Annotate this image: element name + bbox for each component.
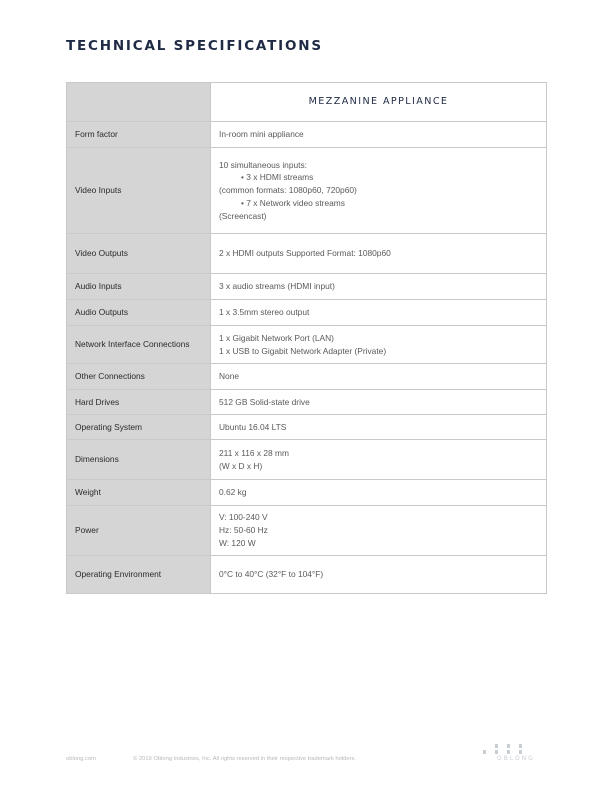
- spec-value: [211, 234, 547, 274]
- spec-value-line: Ubuntu 16.04 LTS: [219, 421, 287, 432]
- spec-value-line: In-room mini appliance: [219, 129, 304, 140]
- header-blank-cell: [67, 83, 211, 122]
- spec-label: Network Interface Connections: [67, 326, 211, 364]
- spec-label: Other Connections: [67, 364, 211, 390]
- table-row: [67, 440, 547, 480]
- table-row: [67, 415, 547, 440]
- spec-value-line: V: 100-240 V: [219, 512, 268, 523]
- spec-value-line: 1 x USB to Gigabit Network Adapter (Private): [219, 345, 387, 356]
- spec-value-line: W: 120 W: [219, 537, 256, 548]
- spec-value: [211, 556, 547, 594]
- spec-value: [211, 122, 547, 148]
- spec-value: [211, 326, 547, 364]
- column-header: MEZZANINE APPLIANCE: [211, 83, 547, 122]
- table-row: [67, 556, 547, 594]
- footer-url: oblong.com: [66, 756, 96, 762]
- page-title: TECHNICAL SPECIFICATIONS: [66, 38, 323, 54]
- spec-value-line: (common formats: 1080p60, 720p60): [219, 185, 357, 196]
- spec-value: [211, 274, 547, 300]
- spec-label: Video Outputs: [67, 234, 211, 274]
- table-row: [67, 274, 547, 300]
- spec-label: Audio Inputs: [67, 274, 211, 300]
- spec-value-line: 211 x 116 x 28 mm: [219, 447, 289, 458]
- spec-label: Operating System: [67, 415, 211, 440]
- spec-value-line: • 7 x Network video streams: [241, 197, 345, 208]
- spec-value: [211, 364, 547, 390]
- table-row: [67, 506, 547, 556]
- spec-table: [66, 82, 547, 594]
- spec-value-line: 1 x 3.5mm stereo output: [219, 307, 310, 318]
- spec-value: [211, 390, 547, 415]
- spec-value-line: Hz: 50-60 Hz: [219, 525, 268, 536]
- spec-value-line: • 3 x HDMI streams: [241, 172, 314, 183]
- spec-value-line: None: [219, 371, 240, 382]
- table-header-row: [67, 83, 547, 122]
- table-row: [67, 122, 547, 148]
- spec-label: Audio Outputs: [67, 300, 211, 326]
- spec-value: [211, 148, 547, 234]
- spec-label: Video Inputs: [67, 148, 211, 234]
- table-row: [67, 234, 547, 274]
- logo-dots-icon: [483, 744, 547, 752]
- spec-value: [211, 415, 547, 440]
- table-row: [67, 148, 547, 234]
- table-row: [67, 480, 547, 506]
- spec-value: [211, 480, 547, 506]
- spec-label: Dimensions: [67, 440, 211, 480]
- spec-value-line: 512 GB Solid-state drive: [219, 396, 310, 407]
- spec-label: Operating Environment: [67, 556, 211, 594]
- table-row: [67, 326, 547, 364]
- spec-label: Hard Drives: [67, 390, 211, 415]
- spec-value-line: 3 x audio streams (HDMI input): [219, 281, 335, 292]
- spec-value: [211, 440, 547, 480]
- spec-label: Form factor: [67, 122, 211, 148]
- logo-wordmark: OBLONG: [497, 755, 535, 762]
- footer-copyright: © 2019 Oblong Industries, Inc. All rights reserved in their respective trademark holders.: [133, 756, 357, 762]
- spec-value-line: 0.62 kg: [219, 487, 247, 498]
- spec-value-line: (Screencast): [219, 210, 267, 221]
- spec-value: [211, 506, 547, 556]
- spec-label: Power: [67, 506, 211, 556]
- spec-value-line: 1 x Gigabit Network Port (LAN): [219, 332, 334, 343]
- oblong-logo: [483, 744, 547, 766]
- spec-value-line: (W x D x H): [219, 460, 263, 471]
- spec-value-line: 2 x HDMI outputs Supported Format: 1080p60: [219, 248, 391, 259]
- table-row: [67, 390, 547, 415]
- spec-label: Weight: [67, 480, 211, 506]
- spec-value-line: 10 simultaneous inputs:: [219, 159, 307, 170]
- spec-value: [211, 300, 547, 326]
- spec-value-line: 0°C to 40°C (32°F to 104°F): [219, 569, 324, 580]
- table-row: [67, 364, 547, 390]
- table-row: [67, 300, 547, 326]
